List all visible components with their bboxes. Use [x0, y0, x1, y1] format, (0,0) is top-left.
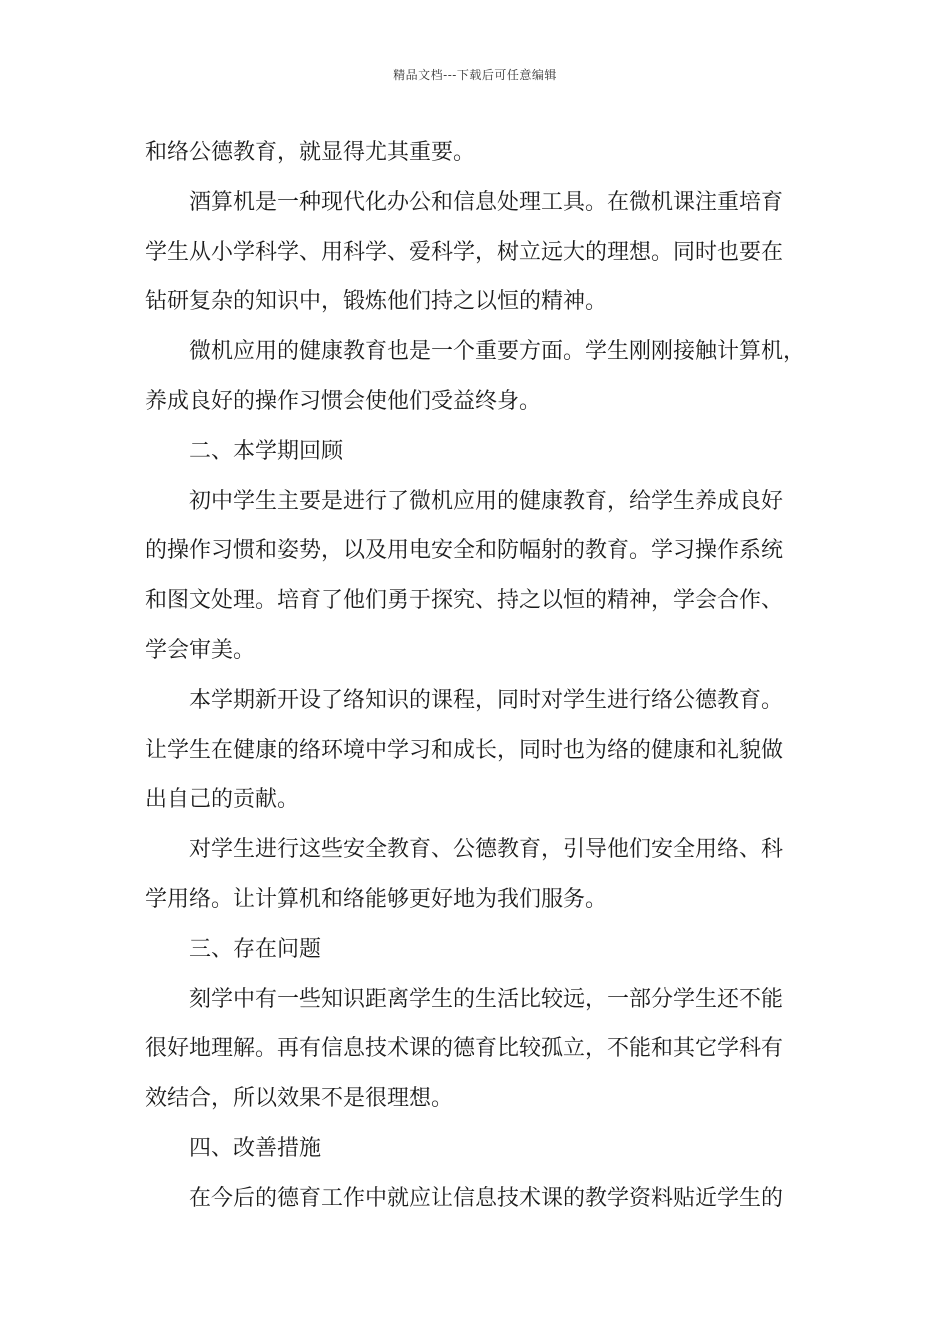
page-header: 精品文档---下载后可任意编辑 — [393, 68, 557, 82]
text-line: 在今后的德育工作中就应让信息技术课的教学资料贴近学生的 — [189, 1185, 784, 1211]
text-line: 四、改善措施 — [189, 1135, 322, 1161]
text-line: 刻学中有一些知识距离学生的生活比较远，一部分学生还不能 — [189, 986, 784, 1012]
text-line: 效结合，所以效果不是很理想。 — [145, 1086, 454, 1112]
text-line: 养成良好的操作习惯会使他们受益终身。 — [145, 388, 542, 414]
text-line: 学生从小学科学、用科学、爱科学，树立远大的理想。同时也要在 — [145, 239, 784, 265]
text-line: 和络公德教育，就显得尤其重要。 — [145, 140, 476, 165]
text-line: 和图文处理。培育了他们勇于探究、持之以恒的精神，学会合作、 — [145, 588, 784, 614]
text-line: 学用络。让计算机和络能够更好地为我们服务。 — [145, 886, 608, 912]
text-line: 三、存在问题 — [189, 936, 322, 962]
document-body — [145, 128, 835, 1224]
text-line: 出自己的贡献。 — [145, 787, 300, 813]
text-line: 钻研复杂的知识中，锻炼他们持之以恒的精神。 — [145, 289, 608, 315]
text-line: 对学生进行这些安全教育、公德教育，引导他们安全用络、科 — [189, 837, 784, 863]
text-line: 学会审美。 — [145, 637, 256, 663]
text-line: 的操作习惯和姿势，以及用电安全和防幅射的教育。学习操作系统 — [145, 538, 784, 564]
text-line: 让学生在健康的络环境中学习和成长，同时也为络的健康和礼貌做 — [145, 737, 784, 763]
text-line: 二、本学期回顾 — [189, 438, 344, 464]
text-line: 本学期新开设了络知识的课程，同时对学生进行络公德教育。 — [189, 687, 784, 713]
text-line: 微机应用的健康教育也是一个重要方面。学生刚刚接触计算机， — [189, 339, 806, 365]
text-line: 初中学生主要是进行了微机应用的健康教育，给学生养成良好 — [189, 488, 784, 514]
text-line: 很好地理解。再有信息技术课的德育比较孤立，不能和其它学科有 — [145, 1036, 784, 1062]
text-line: 酒算机是一种现代化办公和信息处理工具。在微机课注重培育 — [189, 189, 784, 215]
